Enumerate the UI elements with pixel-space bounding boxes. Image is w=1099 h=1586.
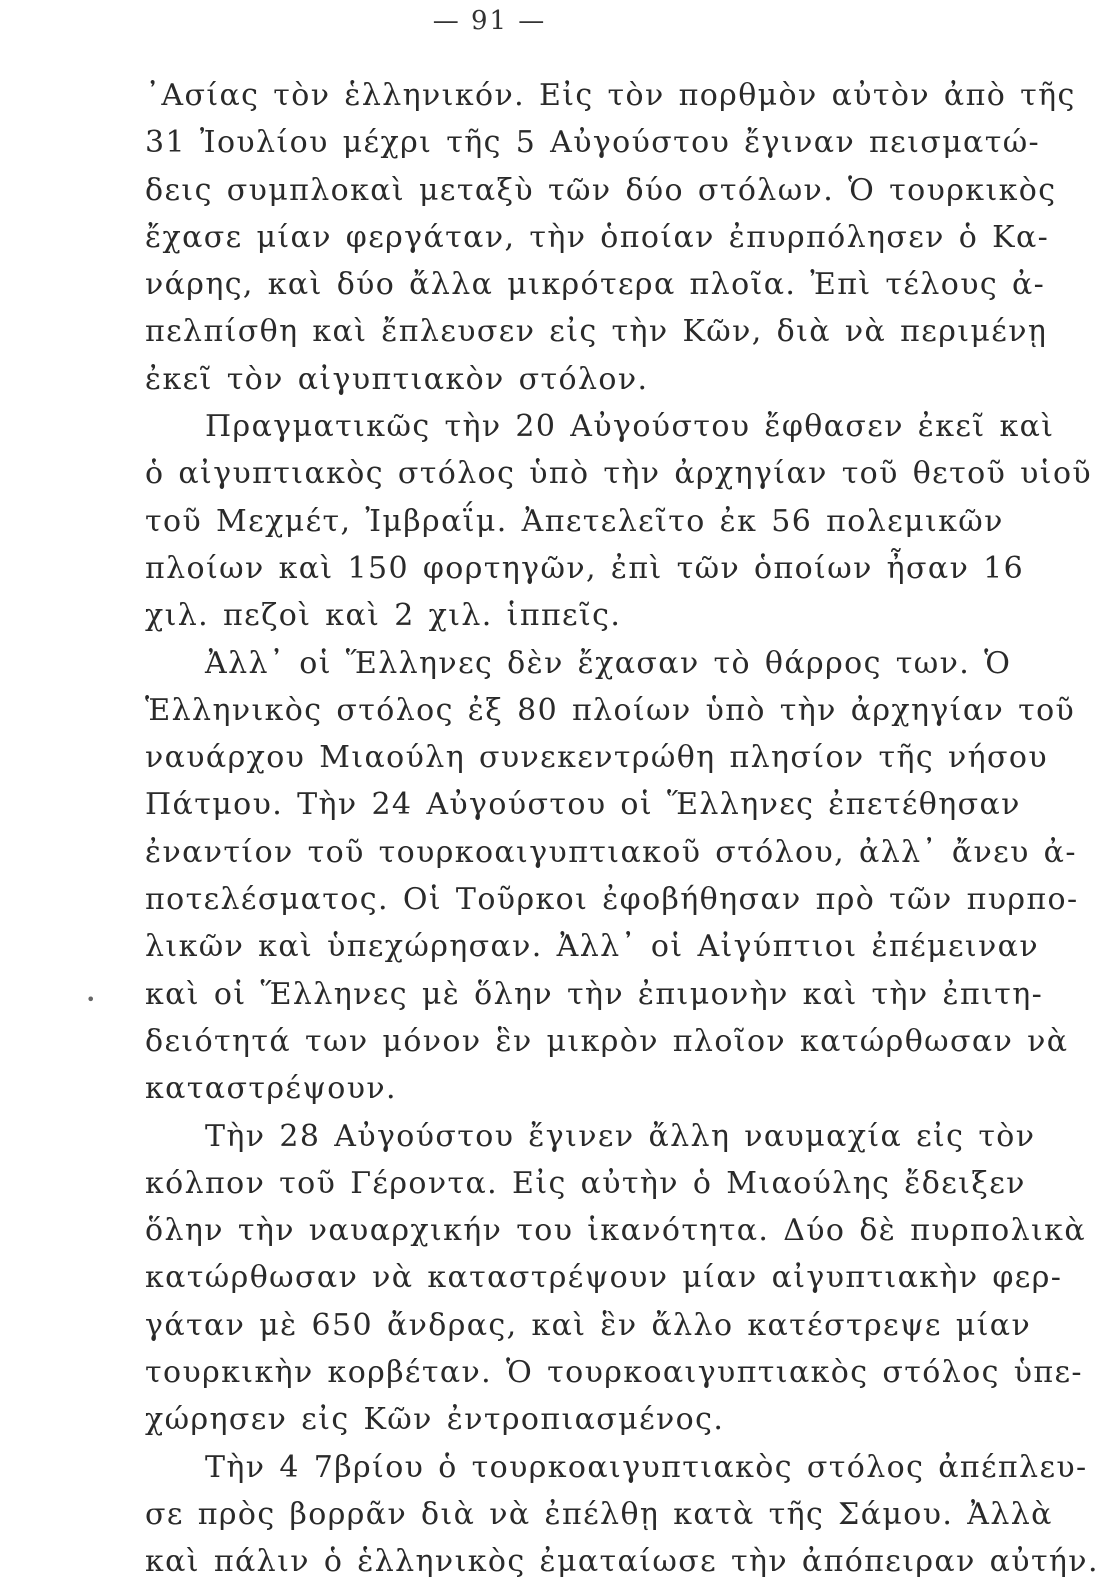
text-line: καταστρέψουν. xyxy=(145,1071,397,1107)
text-line: Τὴν 4 7βρίου ὁ τουρκοαιγυπτιακὸς στόλος ἀπέπλευ- xyxy=(205,1449,1088,1485)
text-line: καὶ πάλιν ὁ ἑλληνικὸς ἐματαίωσε τὴν ἀπόπειραν αὐτήν. xyxy=(145,1544,1099,1580)
text-line: τουρκικὴν κορβέταν. Ὁ τουρκοαιγυπτιακὸς στόλος ὑπε- xyxy=(145,1355,1083,1391)
page-number: — 91 — xyxy=(432,6,547,36)
text-line: Τὴν 28 Αὐγούστου ἔγινεν ἄλλη ναυμαχία εἰς τὸν xyxy=(205,1118,1036,1154)
text-line: κατώρθωσαν νὰ καταστρέψουν μίαν αἰγυπτιακὴν φερ- xyxy=(145,1260,1063,1296)
text-line: πελπίσθη καὶ ἔπλευσεν εἰς τὴν Κῶν, διὰ νὰ περιμένῃ xyxy=(145,314,1048,350)
text-line: Ἀλλ᾿ οἱ Ἕλληνες δὲν ἔχασαν τὸ θάρρος των. Ὁ xyxy=(205,645,1012,681)
text-line: χιλ. πεζοὶ καὶ 2 χιλ. ἱππεῖς. xyxy=(145,598,622,634)
text-line: Πραγματικῶς τὴν 20 Αὐγούστου ἔφθασεν ἐκεῖ καὶ xyxy=(205,409,1055,445)
text-line: ἐναντίον τοῦ τουρκοαιγυπτιακοῦ στόλου, ἀλλ᾿ ἄνευ ἀ- xyxy=(145,834,1077,870)
margin-mark: • xyxy=(86,990,96,1009)
text-line: δειότητά των μόνον ἓν μικρὸν πλοῖον κατώρθωσαν νὰ xyxy=(145,1023,1069,1059)
text-line: 31 Ἰουλίου μέχρι τῆς 5 Αὐγούστου ἔγιναν πεισματώ- xyxy=(145,125,1041,161)
text-line: ὁ αἰγυπτιακὸς στόλος ὑπὸ τὴν ἀρχηγίαν τοῦ θετοῦ υἱοῦ xyxy=(145,456,1093,492)
text-line: ὅλην τὴν ναυαρχικήν του ἱκανότητα. Δύο δὲ πυρπολικὰ xyxy=(145,1213,1086,1249)
text-line: χώρησεν εἰς Κῶν ἐντροπιασμένος. xyxy=(145,1402,725,1438)
text-line: Πάτμου. Τὴν 24 Αὐγούστου οἱ Ἕλληνες ἐπετέθησαν xyxy=(145,787,1021,823)
text-line: ποτελέσματος. Οἱ Τοῦρκοι ἐφοβήθησαν πρὸ τῶν πυρπο- xyxy=(145,882,1079,918)
text-line: γάταν μὲ 650 ἄνδρας, καὶ ἓν ἄλλο κατέστρεψε μίαν xyxy=(145,1307,1032,1343)
text-line: ἔχασε μίαν φεργάταν, τὴν ὁποίαν ἐπυρπόλησεν ὁ Κα- xyxy=(145,219,1050,255)
text-line: νάρης, καὶ δύο ἄλλα μικρότερα πλοῖα. Ἐπὶ τέλους ἀ- xyxy=(145,267,1046,303)
text-line: κόλπον τοῦ Γέροντα. Εἰς αὐτὴν ὁ Μιαούλης ἔδειξεν xyxy=(145,1165,1026,1201)
text-line: Ἑλληνικὸς στόλος ἐξ 80 πλοίων ὑπὸ τὴν ἀρχηγίαν τοῦ xyxy=(145,692,1076,728)
text-line: καὶ οἱ Ἕλληνες μὲ ὅλην τὴν ἐπιμονὴν καὶ τὴν ἐπιτη- xyxy=(145,976,1044,1012)
text-line: ναυάρχου Μιαούλη συνεκεντρώθη πλησίον τῆς νήσου xyxy=(145,740,1048,776)
text-line: τοῦ Μεχμέτ, Ἰμβραΐμ. Ἀπετελεῖτο ἐκ 56 πολεμικῶν xyxy=(145,503,1004,539)
text-line: δεις συμπλοκαὶ μεταξὺ τῶν δύο στόλων. Ὁ τουρκικὸς xyxy=(145,172,1057,208)
text-line: ἐκεῖ τὸν αἰγυπτιακὸν στόλον. xyxy=(145,361,649,397)
text-line: λικῶν καὶ ὑπεχώρησαν. Ἀλλ᾿ οἱ Αἰγύπτιοι ἐπέμειναν xyxy=(145,929,1039,965)
text-line: ᾿Ασίας τὸν ἑλληνικόν. Εἰς τὸν πορθμὸν αὐτὸν ἀπὸ τῆς xyxy=(145,78,1076,113)
text-line: σε πρὸς βορρᾶν διὰ νὰ ἐπέλθῃ κατὰ τῆς Σάμου. Ἀλλὰ xyxy=(145,1496,1053,1532)
body-text xyxy=(145,72,1099,1586)
text-line: πλοίων καὶ 150 φορτηγῶν, ἐπὶ τῶν ὁποίων ἦσαν 16 xyxy=(145,550,1025,586)
